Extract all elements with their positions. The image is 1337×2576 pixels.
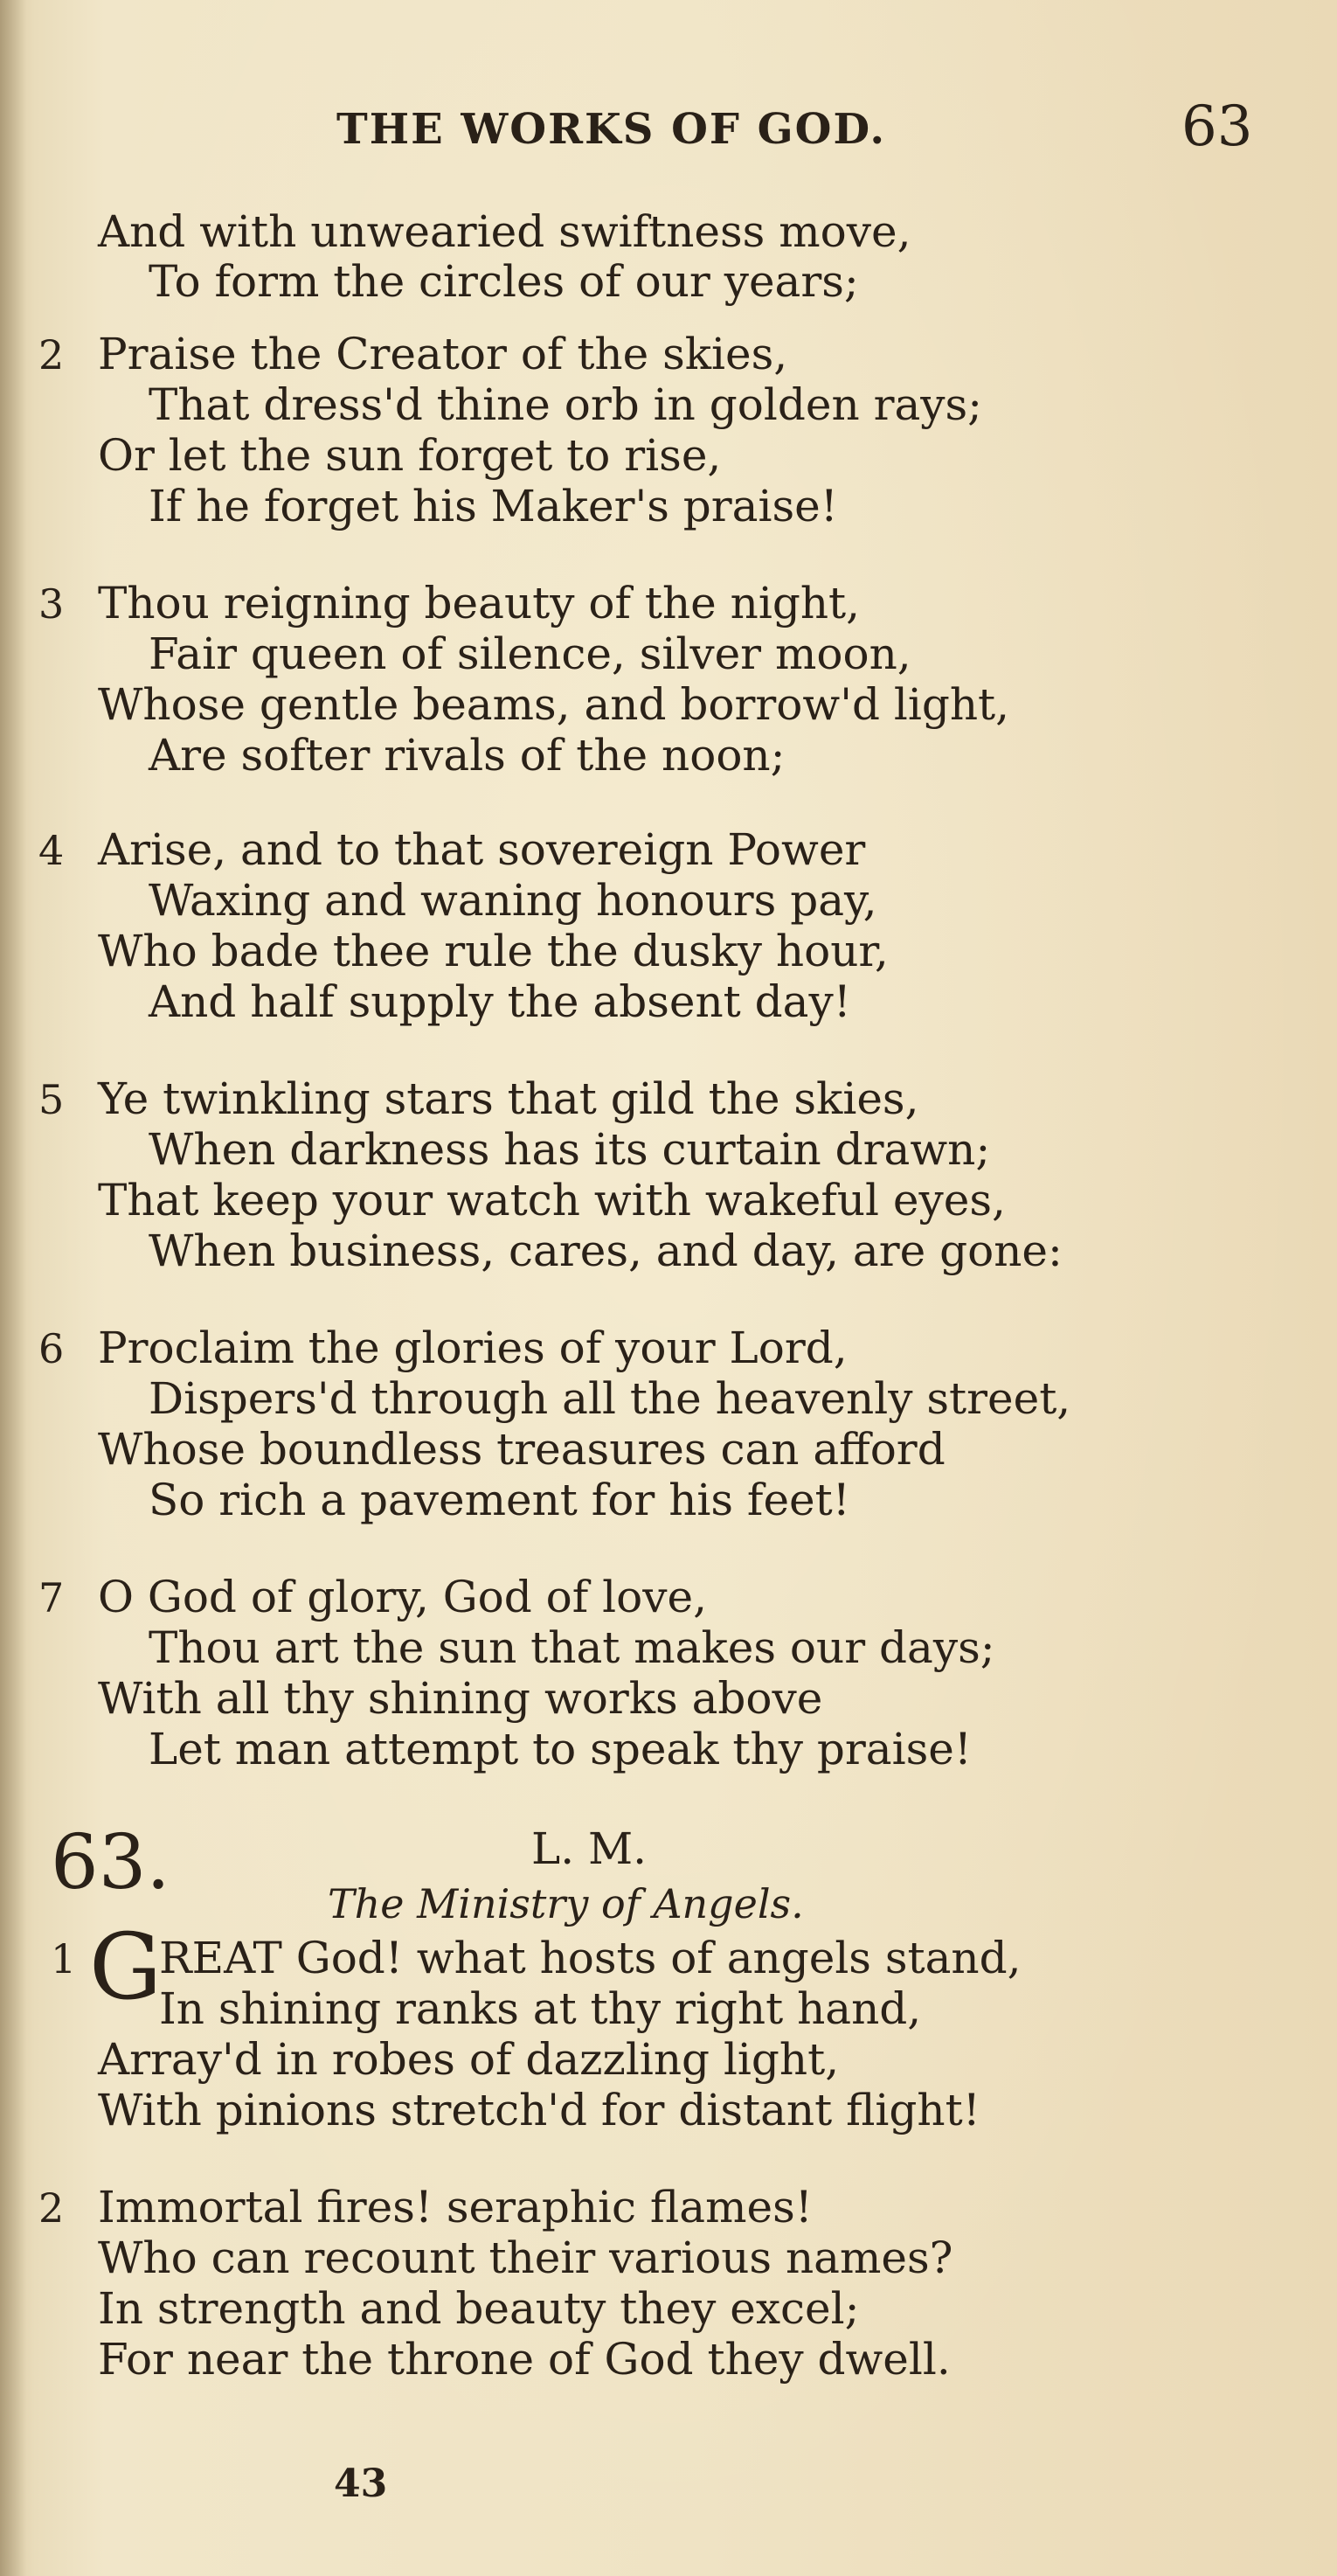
verse-line: Are softer rivals of the noon;: [149, 730, 786, 781]
verse-line: Or let the sun forget to rise,: [98, 430, 722, 481]
verse-line: Praise the Creator of the skies,: [98, 329, 788, 379]
verse-number: 4: [38, 827, 65, 874]
verse-line: Whose gentle beams, and borrow'd light,: [98, 679, 1010, 730]
verse-line: Who can recount their various names?: [98, 2232, 953, 2283]
hymn-meter: L. M.: [531, 1823, 648, 1874]
verse-line: Dispers'd through all the heavenly street,: [149, 1373, 1071, 1424]
verse-line: When business, cares, and day, are gone:: [149, 1226, 1063, 1276]
drop-cap: G: [89, 1913, 163, 2020]
running-head: THE WORKS OF GOD.: [336, 105, 887, 154]
verse-line: Let man attempt to speak thy praise!: [149, 1724, 972, 1774]
verse-line: Ye twinkling stars that gild the skies,: [98, 1073, 919, 1124]
verse-line: For near the throne of God they dwell.: [98, 2334, 951, 2385]
verse-line: With pinions stretch'd for distant flight!: [98, 2085, 980, 2135]
verse-line: Thou art the sun that makes our days;: [149, 1622, 995, 1673]
verse-line: So rich a pavement for his feet!: [149, 1475, 850, 1525]
verse-line: That dress'd thine orb in golden rays;: [149, 379, 983, 430]
verse-line: Whose boundless treasures can afford: [98, 1424, 946, 1475]
verse-line: Proclaim the glories of your Lord,: [98, 1323, 848, 1373]
verse-line: When darkness has its curtain drawn;: [149, 1124, 991, 1175]
verse-line: Arise, and to that sovereign Power: [98, 824, 866, 875]
hymn-number: 63.: [51, 1819, 170, 1906]
verse-line: Waxing and waning honours pay,: [149, 875, 877, 926]
verse-line: In shining ranks at thy right hand,: [159, 1983, 922, 2034]
verse-line: Thou reigning beauty of the night,: [98, 578, 861, 628]
verse-line: Array'd in robes of dazzling light,: [98, 2034, 840, 2085]
verse-line: REAT God! what hosts of angels stand,: [159, 1933, 1022, 1983]
verse-number: 7: [38, 1574, 65, 1621]
verse-line: Who bade thee rule the dusky hour,: [98, 926, 889, 976]
verse-number: 6: [38, 1325, 65, 1372]
verse-line: To form the circles of our years;: [149, 256, 859, 307]
verse-line: If he forget his Maker's praise!: [149, 481, 838, 531]
verse-number: 2: [38, 2184, 65, 2232]
gutter-shadow: [0, 0, 26, 2576]
verse-number: 1: [51, 1935, 77, 1982]
page-number: 63: [1181, 94, 1253, 159]
verse-line: That keep your watch with wakeful eyes,: [98, 1175, 1006, 1226]
verse-number: 5: [38, 1076, 65, 1123]
verse-number: 2: [38, 331, 65, 378]
verse-number: 3: [38, 580, 65, 628]
signature-mark: 43: [334, 2461, 388, 2506]
verse-line: Fair queen of silence, silver moon,: [149, 628, 911, 679]
verse-line: And half supply the absent day!: [149, 976, 851, 1027]
verse-line: With all thy shining works above: [98, 1673, 823, 1724]
hymn-title: The Ministry of Angels.: [328, 1880, 804, 1927]
verse-line: Immortal fires! seraphic flames!: [98, 2182, 813, 2232]
verse-line: In strength and beauty they excel;: [98, 2283, 860, 2334]
verse-line: O God of glory, God of love,: [98, 1572, 707, 1622]
verse-line: And with unwearied swiftness move,: [98, 206, 911, 257]
